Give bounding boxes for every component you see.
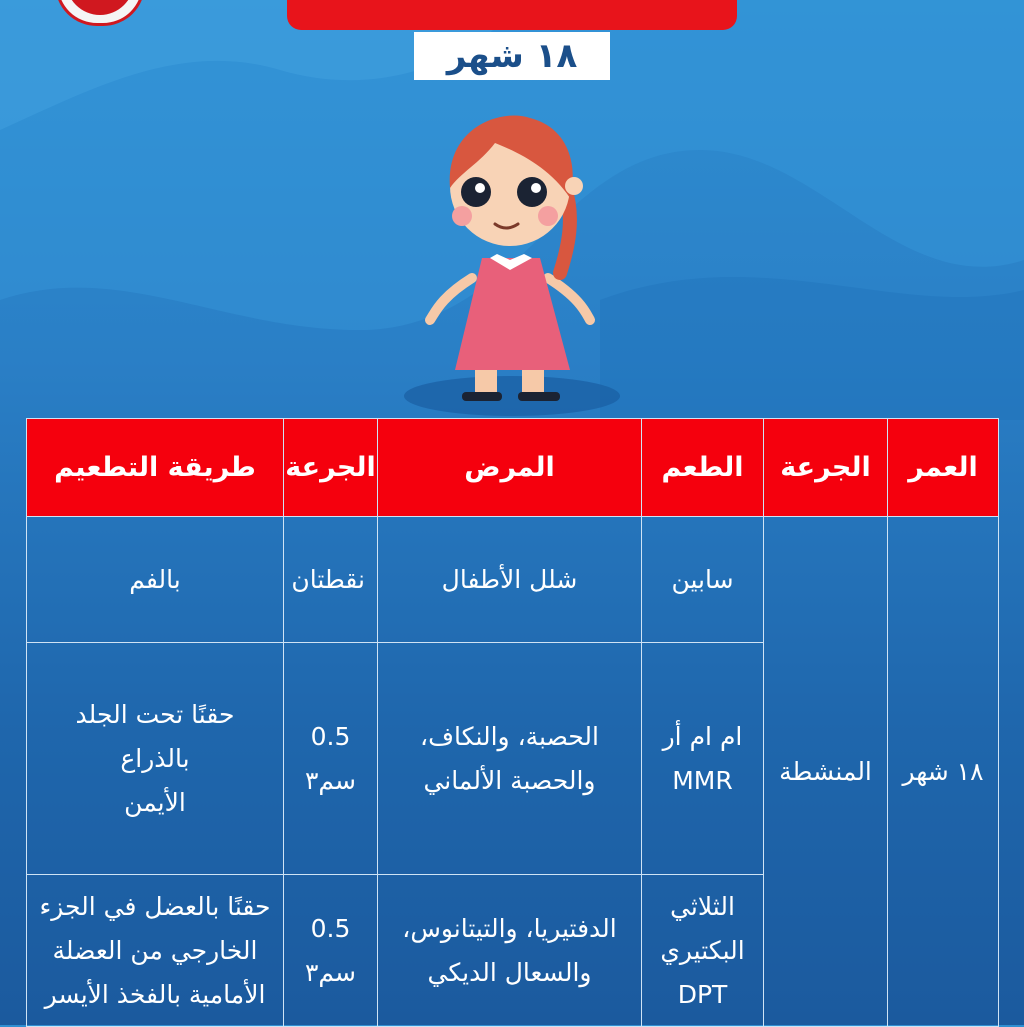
amount-value: 0.5 (310, 913, 351, 943)
age-cell: ١٨ شهر (888, 517, 999, 1027)
disease-cell (378, 643, 642, 875)
table-row (27, 517, 999, 643)
amount-cell (284, 875, 378, 1027)
age-badge: ١٨ شهر (414, 32, 610, 80)
header-method: طريقة التطعيم (27, 419, 284, 517)
amount-unit: سم٣ (304, 765, 357, 795)
header-dose: الجرعة (764, 419, 888, 517)
method-cell: بالفم (27, 517, 284, 643)
method-line: الأمامية بالفخذ الأيسر (44, 979, 266, 1009)
method-line: الخارجي من العضلة (52, 935, 258, 965)
amount-cell: نقطتان (284, 517, 378, 643)
method-line: حقنًا تحت الجلد بالذراع (75, 699, 235, 773)
method-line: الأيمن (124, 787, 186, 817)
vaccine-cell: سابين (642, 517, 764, 643)
header-amount: الجرعة (284, 419, 378, 517)
disease-line: والسعال الديكي (427, 957, 592, 987)
method-cell (27, 875, 284, 1027)
header-disease: المرض (378, 419, 642, 517)
title-banner (287, 0, 737, 30)
dose-cell: المنشطة (764, 517, 888, 1027)
vaccine-cell (642, 875, 764, 1027)
vaccine-abbr: MMR (672, 765, 733, 795)
amount-value: 0.5 (310, 721, 351, 751)
vaccine-name: البكتيري (660, 935, 745, 965)
disease-cell: شلل الأطفال (378, 517, 642, 643)
vaccine-name: ام ام أر (662, 721, 743, 751)
disease-line: الحصبة، والنكاف، (420, 721, 599, 751)
girl-illustration (400, 108, 630, 418)
amount-cell (284, 643, 378, 875)
vaccine-name: الثلاثي (670, 891, 735, 921)
header-age: العمر (888, 419, 999, 517)
vaccine-abbr: DPT (677, 979, 728, 1009)
method-cell (27, 643, 284, 875)
vaccine-cell (642, 643, 764, 875)
amount-unit: سم٣ (304, 957, 357, 987)
disease-line: الدفتيريا، والتيتانوس، (402, 913, 617, 943)
disease-line: والحصبة الألماني (423, 765, 596, 795)
table-header-row (27, 419, 999, 517)
vaccination-table (26, 418, 999, 1027)
header-vaccine: الطعم (642, 419, 764, 517)
method-line: حقنًا بالعضل في الجزء (39, 891, 271, 921)
disease-cell (378, 875, 642, 1027)
